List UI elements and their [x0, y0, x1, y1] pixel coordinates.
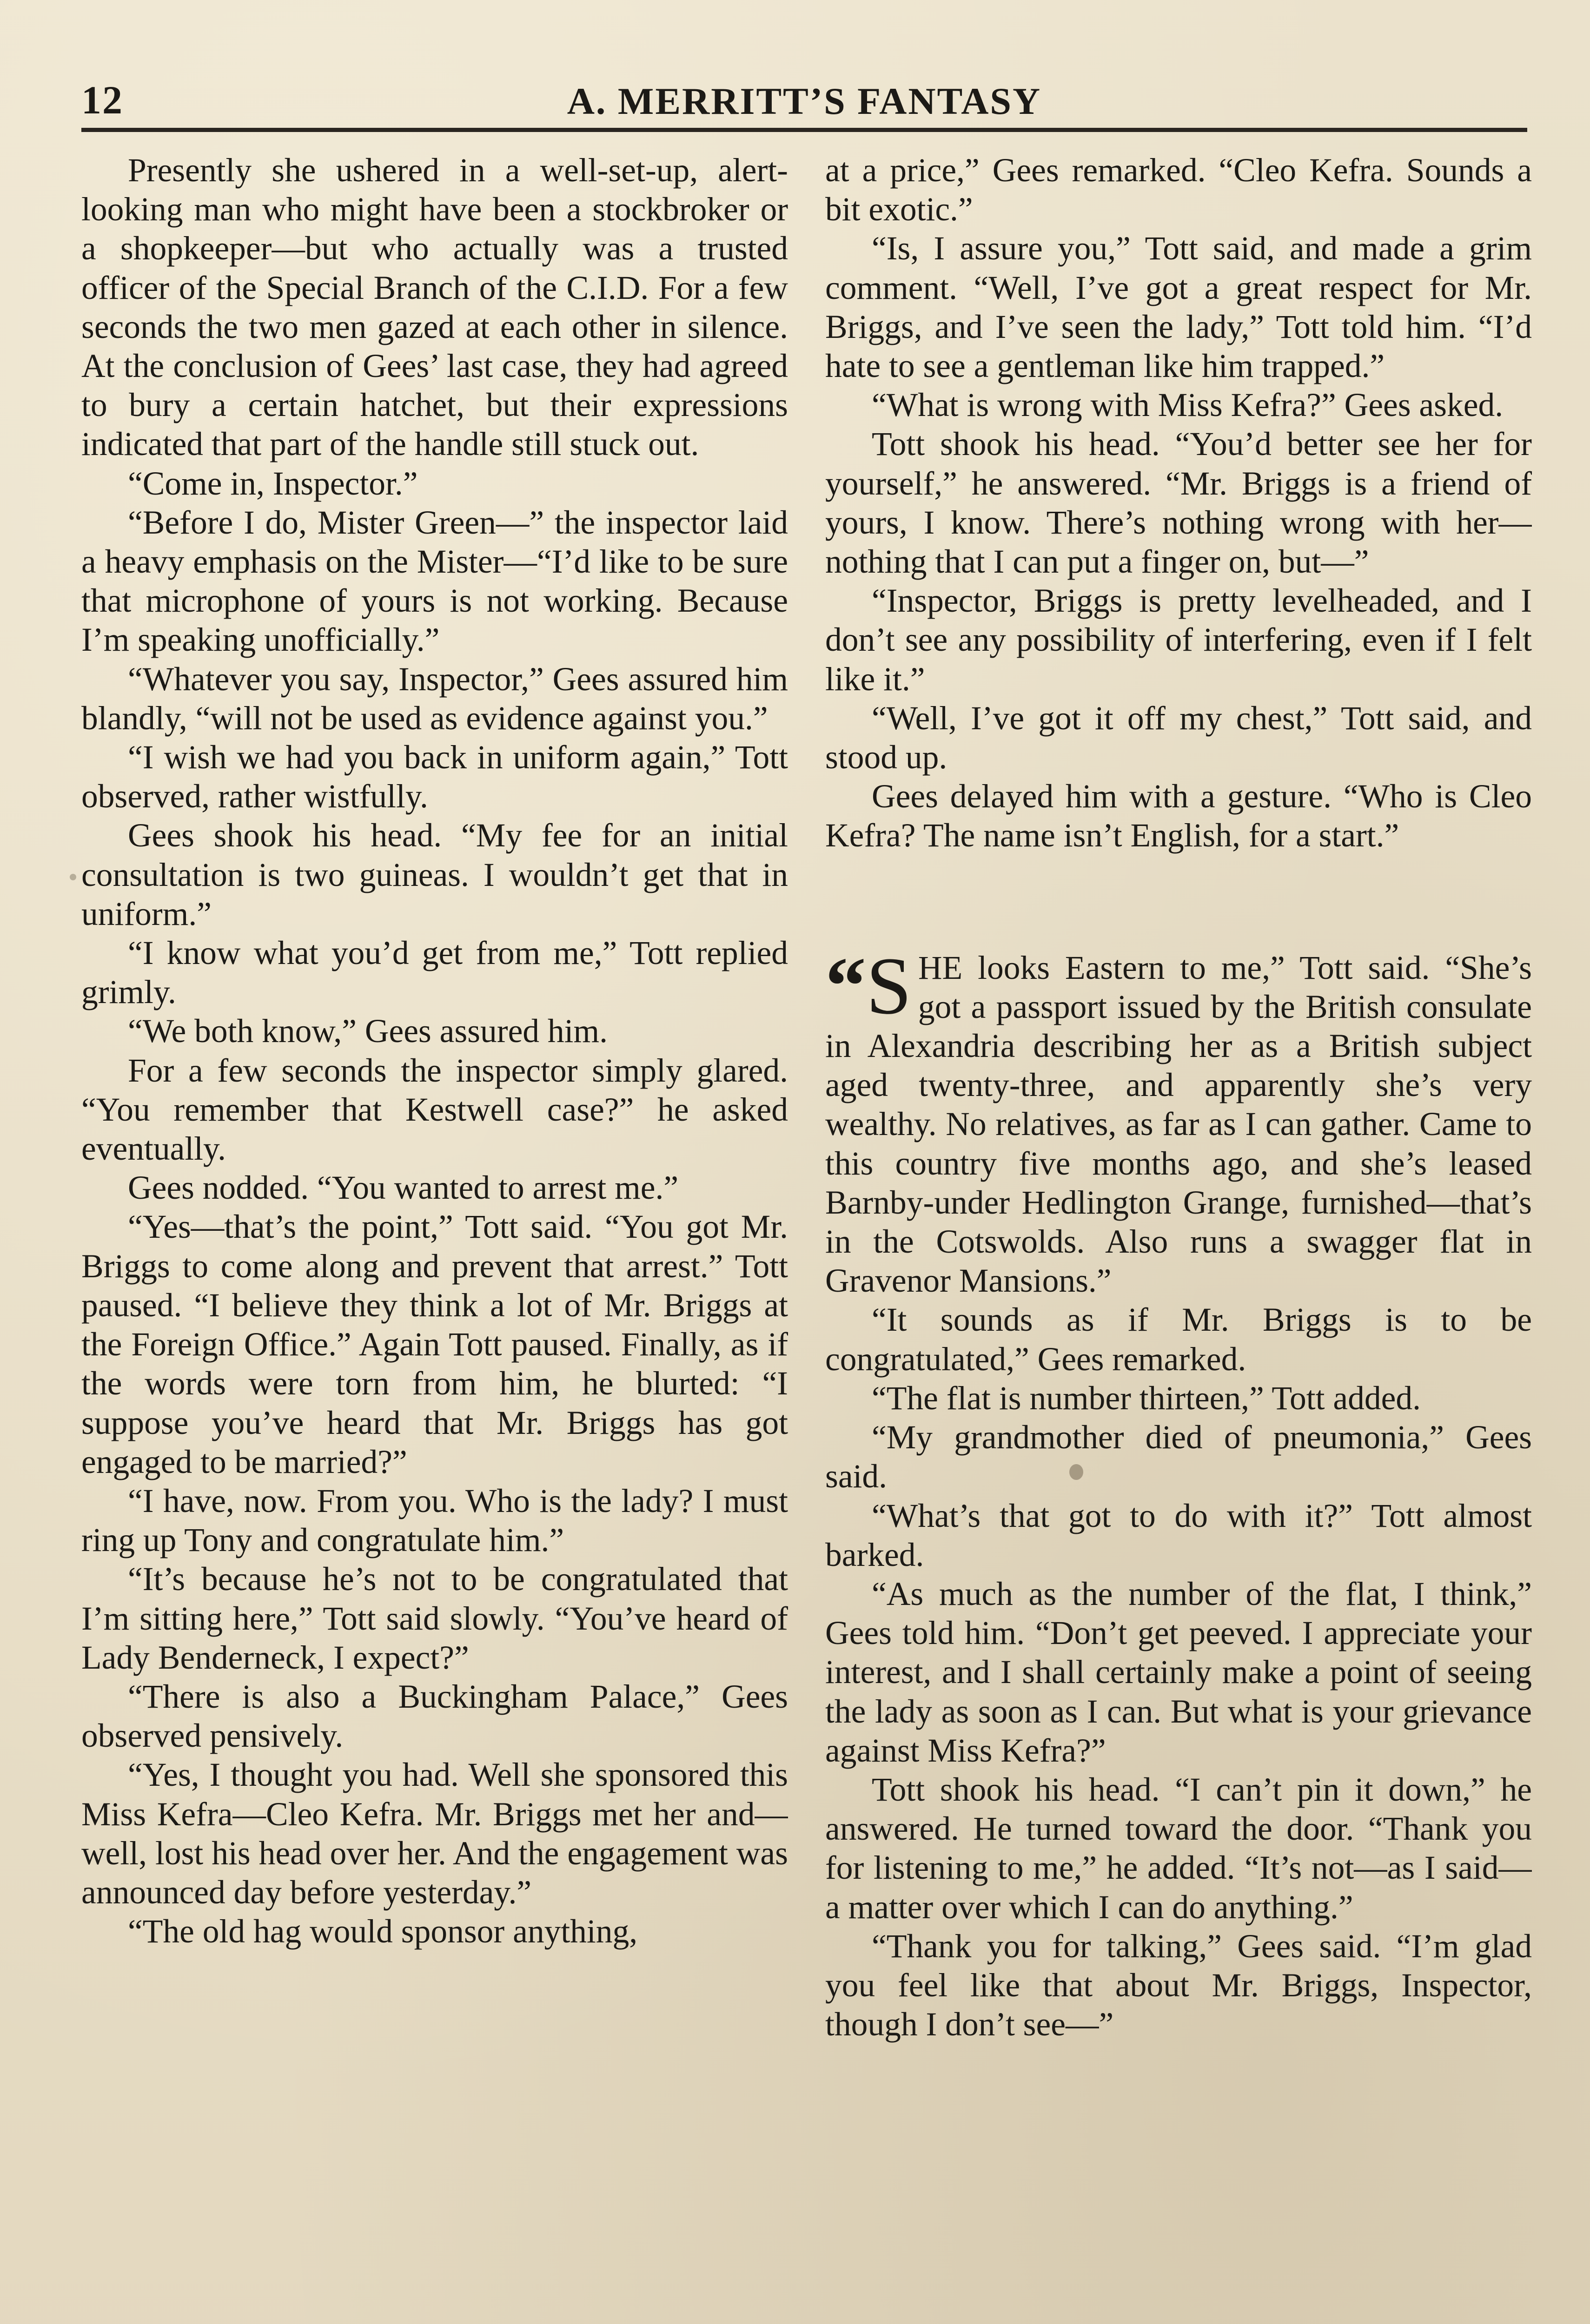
paragraph: “Well, I’ve got it off my chest,” Tott said, and stood up.: [825, 700, 1532, 776]
paragraph: “The flat is number thirteen,” Tott added.: [872, 1380, 1421, 1417]
right-text-column: [825, 151, 1532, 2324]
section-opening-paragraph: [825, 940, 1532, 1301]
paragraph: “I wish we had you back in uniform again,” Tott observed, rather wistfully.: [81, 739, 788, 815]
paragraph: “Yes—that’s the point,” Tott said. “You got Mr. Briggs to come along and prevent that arrest.” Tott paused. “I believe they think a lot of Mr. Briggs at the Foreign Office.” Again Tott paused. Finally, as if the words were torn from him, he blurted: “I suppose you’ve heard that Mr. Briggs has got engaged to be married?”: [81, 1208, 788, 1480]
paragraph: Gees nodded. “You wanted to arrest me.”: [128, 1169, 679, 1207]
paragraph: “Is, I assure you,” Tott said, and made a grim comment. “Well, I’ve got a great respect for Mr. Briggs, and I’ve seen the lady,” Tott told him. “I’d hate to see a gentleman like him trapped.”: [825, 230, 1532, 385]
paragraph: “Inspector, Briggs is pretty levelheaded, and I don’t see any possibility of interfering, even if I felt like it.”: [825, 582, 1532, 698]
paragraph: “I have, now. From you. Who is the lady? I must ring up Tony and congratulate him.”: [81, 1482, 788, 1559]
paragraph-text: HE looks Eastern to me,” Tott said. “She’s got a passport issued by the British consulate in Alexandria describing her as a British subject aged twenty-three, and apparently she’s very wealthy. No relatives, as far as I can gather. Came to this country five months ago, and she’s leased Barnby-under Hedlington Grange, furnished—that’s in the Cotswolds. Also runs a swagger flat in Gravenor Mansions.”: [825, 949, 1532, 1300]
paragraph: For a few seconds the inspector simply glared. “You remember that Kestwell case?” he asked eventually.: [81, 1052, 788, 1168]
paragraph: Gees delayed him with a gesture. “Who is Cleo Kefra? The name isn’t English, for a start.”: [825, 778, 1532, 854]
paragraph: Presently she ushered in a well-set-up, alert-looking man who might have been a stockbroker or a shopkeeper—but who actually was a trusted officer of the Special Branch of the C.I.D. For a few seconds the two men gazed at each other in silence. At the conclusion of Gees’ last case, they had agreed to bury a certain hatchet, but their expressions indicated that part of the handle still stuck out.: [81, 152, 788, 463]
paragraph: Tott shook his head. “You’d better see her for yourself,” he answered. “Mr. Briggs is a friend of yours, I know. There’s nothing wrong with her—nothing that I can put a finger on, but—”: [825, 426, 1532, 581]
paragraph: at a price,” Gees remarked. “Cleo Kefra. Sounds a bit exotic.”: [825, 152, 1532, 228]
drop-cap-quote-mark: “: [825, 940, 866, 1031]
drop-cap: [825, 940, 912, 1031]
paragraph: “Come in, Inspector.”: [128, 465, 418, 502]
left-text-column: [81, 151, 788, 2324]
paragraph: “It sounds as if Mr. Briggs is to be congratulated,” Gees remarked.: [825, 1301, 1532, 1378]
paragraph: “Whatever you say, Inspector,” Gees assured him blandly, “will not be used as evidence against you.”: [81, 660, 788, 737]
paragraph: “There is also a Buckingham Palace,” Gees observed pensively.: [81, 1678, 788, 1755]
paragraph: “What is wrong with Miss Kefra?” Gees asked.: [872, 387, 1504, 424]
ink-speck: [70, 874, 76, 880]
paragraph: “Before I do, Mister Green—” the inspector laid a heavy emphasis on the Mister—“I’d like to be sure that microphone of yours is not working. Because I’m speaking unofficially.”: [81, 504, 788, 659]
paragraph: Gees shook his head. “My fee for an initial consultation is two guineas. I wouldn’t get that in uniform.”: [81, 817, 788, 932]
paragraph: “What’s that got to do with it?” Tott almost barked.: [825, 1497, 1532, 1573]
drop-cap-letter: S: [866, 940, 912, 1031]
paragraph: “My grandmother died of pneumonia,” Gees said.: [825, 1419, 1532, 1495]
paragraph: “The old hag would sponsor anything,: [128, 1913, 638, 1950]
paragraph: “As much as the number of the flat, I think,” Gees told him. “Don’t get peeved. I appreciate your interest, and I shall certainly make a point of seeing the lady as soon as I can. But what is your grievance against Miss Kefra?”: [825, 1575, 1532, 1769]
paragraph: “Yes, I thought you had. Well she sponsored this Miss Kefra—Cleo Kefra. Mr. Briggs met her and—well, lost his head over her. And the engagement was announced day before yesterday.”: [81, 1756, 788, 1911]
paragraph: “I know what you’d get from me,” Tott replied grimly.: [81, 935, 788, 1011]
paragraph: “Thank you for talking,” Gees said. “I’m glad you feel like that about Mr. Briggs, Inspector, though I don’t see—”: [825, 1928, 1532, 2043]
page-number: 12: [81, 78, 123, 122]
magazine-title: A. MERRITT’S FANTASY: [567, 80, 1042, 122]
paragraph: Tott shook his head. “I can’t pin it down,” he answered. He turned toward the door. “Thank you for listening to me,” he added. “It’s not—as I said—a matter over which I can do anything.”: [825, 1771, 1532, 1926]
paragraph: “We both know,” Gees assured him.: [128, 1013, 608, 1050]
running-header: [81, 77, 1527, 132]
paragraph: “It’s because he’s not to be congratulated that I’m sitting here,” Tott said slowly. “You’ve heard of Lady Benderneck, I expect?”: [81, 1561, 788, 1676]
